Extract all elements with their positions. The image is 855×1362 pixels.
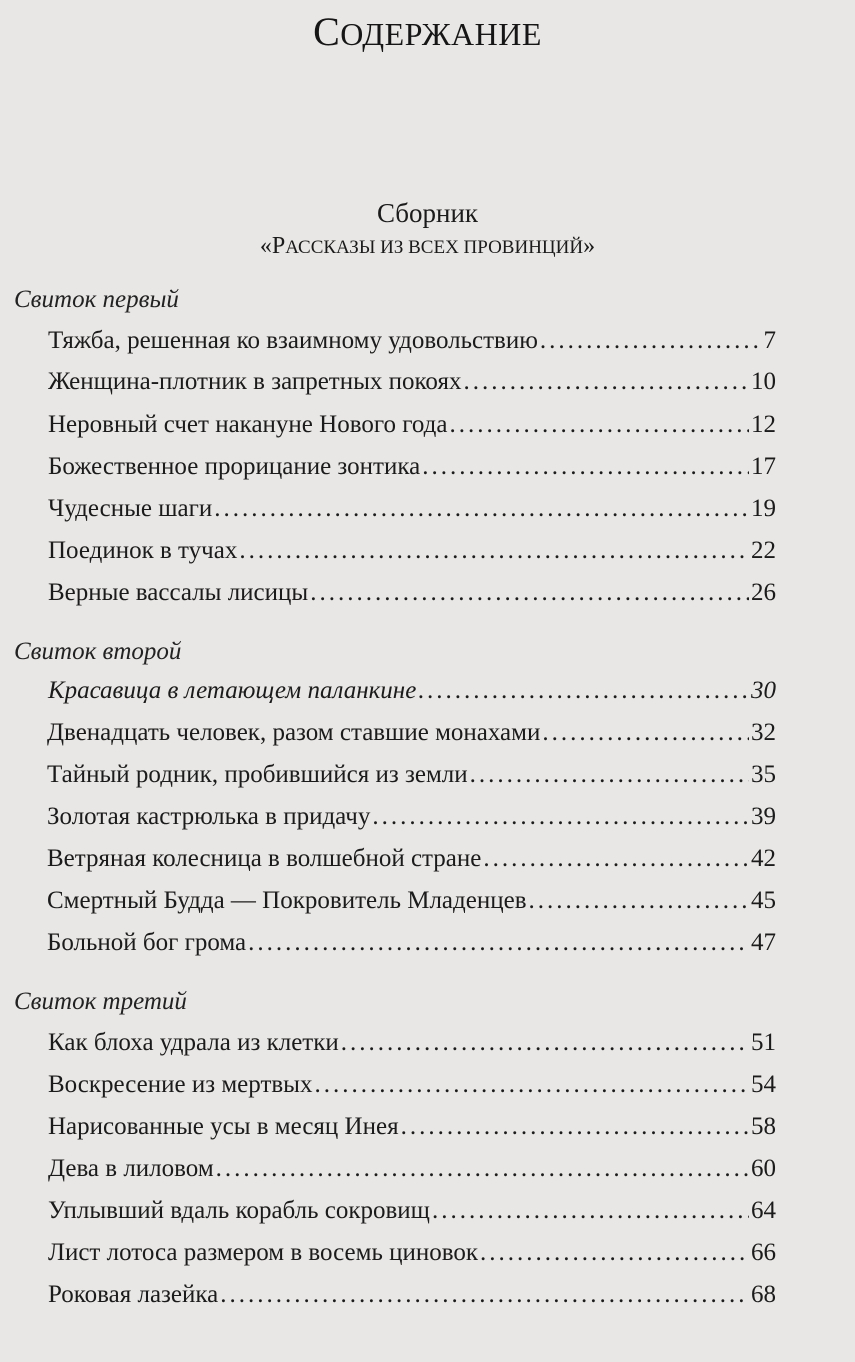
toc-entry[interactable]: Воскресение из мертвых ..... 54 [48,1071,776,1111]
toc-entry[interactable]: Больной бог грома ..... 47 [47,929,776,969]
toc-entry[interactable]: Роковая лазейка ..... 68 [48,1281,776,1321]
toc-entry[interactable]: Верные вассалы лисицы ..... 26 [48,579,776,619]
toc-entry[interactable]: Поединок в тучах ..... 22 [48,537,776,577]
collection-label: Сборник [376,198,479,228]
collection-name: «РАССКАЗЫ ИЗ ВСЕХ ПРОВИНЦИЙ» [259,233,596,259]
toc-entry[interactable]: Дева в лиловом ..... 60 [48,1155,776,1195]
toc-entry[interactable]: Тайный родник, пробившийся из земли ..... 35 [47,761,776,801]
toc-entry[interactable]: Чудесные шаги ..... 19 [48,495,776,535]
toc-entry[interactable]: Неровный счет накануне Нового года ..... 12 [48,411,776,451]
toc-entry[interactable]: Двенадцать человек, разом ставшие монахами ..... 32 [47,719,776,759]
toc-entry[interactable]: Нарисованные усы в месяц Инея ..... 58 [48,1113,776,1153]
toc-entry[interactable]: Красавица в летающем паланкине ..... 30 [48,677,776,717]
page-title: СОДЕРЖАНИЕ [313,9,542,54]
scroll-heading-2: Свиток второй [14,638,182,665]
toc-entry[interactable]: Божественное прорицание зонтика ..... 17 [48,453,776,493]
toc-entry[interactable]: Как блоха удрала из клетки ..... 51 [48,1029,776,1069]
toc-entry[interactable]: Тяжба, решенная ко взаимному удовольствию ..... 7 [48,327,776,367]
toc-entry[interactable]: Ветряная колесница в волшебной стране ..... 42 [47,845,776,885]
scroll-heading-1: Свиток первый [14,286,179,313]
toc-entry[interactable]: Золотая кастрюлька в придачу ..... 39 [47,803,776,843]
toc-entry[interactable]: Женщина-плотник в запретных покоях ..... 10 [48,368,776,408]
toc-entry[interactable]: Лист лотоса размером в восемь циновок ..... 66 [48,1239,776,1279]
toc-entry[interactable]: Уплывший вдаль корабль сокровищ ..... 64 [48,1197,776,1237]
scroll-heading-3: Свиток третий [14,988,187,1015]
toc-entry[interactable]: Смертный Будда — Покровитель Младенцев ..... 45 [47,887,776,927]
collection-header [0,197,855,265]
